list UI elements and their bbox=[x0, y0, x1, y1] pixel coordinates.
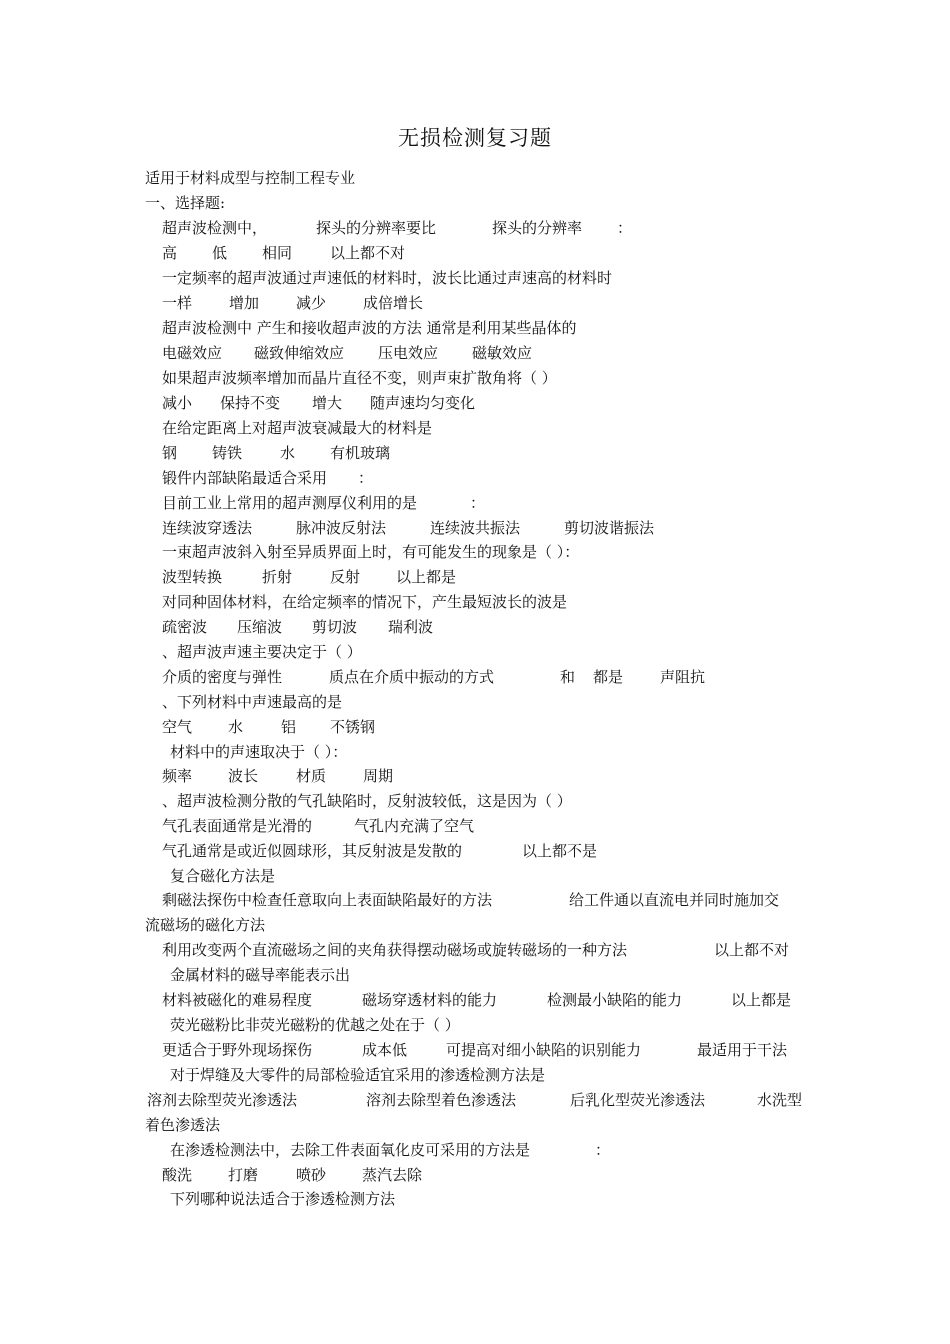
option-text: 频率 bbox=[162, 767, 193, 785]
option-text: 磁致伸缩效应 bbox=[254, 344, 345, 362]
option-text: 目前工业上常用的超声测厚仪利用的是 bbox=[162, 494, 418, 512]
option-text: 溶剂去除型荧光渗透法 bbox=[147, 1091, 298, 1109]
option-text: 后乳化型荧光渗透法 bbox=[570, 1091, 706, 1109]
option-text: 探头的分辨率 bbox=[492, 219, 583, 237]
option-text: ： bbox=[358, 469, 374, 487]
option-text: 材质 bbox=[296, 767, 327, 785]
option-text: 以上都不对 bbox=[714, 941, 790, 959]
option-text: 检测最小缺陷的能力 bbox=[547, 991, 683, 1009]
question-text: 对同种固体材料，在给定频率的情况下，产生最短波长的波是 bbox=[162, 593, 568, 611]
question-text: 材料中的声速取决于（ ）： bbox=[170, 743, 348, 761]
option-text: 以上都是 bbox=[396, 568, 457, 586]
option-text: 电磁效应 bbox=[162, 344, 223, 362]
question-text: 荧光磁粉比非荧光磁粉的优越之处在于（ ） bbox=[170, 1016, 460, 1034]
question-text: 着色渗透法 bbox=[145, 1116, 221, 1134]
option-text: 都是 bbox=[593, 668, 624, 686]
option-text: 有机玻璃 bbox=[330, 444, 391, 462]
option-text: 波型转换 bbox=[162, 568, 223, 586]
option-text: 减少 bbox=[296, 294, 327, 312]
option-text: 连续波穿透法 bbox=[162, 519, 253, 537]
option-text: 空气 bbox=[162, 718, 193, 736]
option-text: 材料被磁化的难易程度 bbox=[162, 991, 313, 1009]
option-text: 低 bbox=[212, 244, 228, 262]
option-text: 打磨 bbox=[228, 1166, 259, 1184]
question-text: 一束超声波斜入射至异质界面上时，有可能发生的现象是（ ）： bbox=[162, 543, 580, 561]
option-text: 反射 bbox=[330, 568, 361, 586]
option-text: 波长 bbox=[228, 767, 259, 785]
option-text: ： bbox=[617, 219, 633, 237]
option-text: 疏密波 bbox=[162, 618, 208, 636]
option-text: 气孔通常是或近似圆球形，其反射波是发散的 bbox=[162, 842, 463, 860]
option-text: 磁场穿透材料的能力 bbox=[362, 991, 498, 1009]
option-text: 喷砂 bbox=[296, 1166, 327, 1184]
option-text: 一样 bbox=[162, 294, 193, 312]
option-text: 最适用于干法 bbox=[697, 1041, 788, 1059]
option-text: 以上都不对 bbox=[330, 244, 406, 262]
question-text: 对于焊缝及大零件的局部检验适宜采用的渗透检测方法是 bbox=[170, 1066, 546, 1084]
question-text: 如果超声波频率增加而晶片直径不变，则声束扩散角将（ ） bbox=[162, 369, 557, 387]
option-text: 气孔内充满了空气 bbox=[354, 817, 475, 835]
option-text: 气孔表面通常是光滑的 bbox=[162, 817, 313, 835]
question-text: 复合磁化方法是 bbox=[170, 867, 276, 885]
question-text: 、超声波检测分散的气孔缺陷时，反射波较低，这是因为（ ） bbox=[162, 792, 572, 810]
option-text: 给工件通以直流电并同时施加交 bbox=[569, 891, 780, 909]
question-text: 、超声波声速主要决定于（ ） bbox=[162, 643, 362, 661]
option-text: 以上都是 bbox=[731, 991, 792, 1009]
page-title: 无损检测复习题 bbox=[398, 126, 552, 150]
option-text: 声阻抗 bbox=[660, 668, 706, 686]
option-text: ： bbox=[470, 494, 486, 512]
option-text: 水洗型 bbox=[757, 1091, 803, 1109]
option-text: 连续波共振法 bbox=[430, 519, 521, 537]
section-heading: 一、选择题: bbox=[145, 194, 226, 212]
option-text: 和 bbox=[560, 668, 576, 686]
option-text: 酸洗 bbox=[162, 1166, 193, 1184]
option-text: 增加 bbox=[229, 294, 260, 312]
option-text: 在渗透检测法中，去除工件表面氧化皮可采用的方法是 bbox=[170, 1141, 531, 1159]
option-text: 钢 bbox=[162, 444, 178, 462]
option-text: 剩磁法探伤中检查任意取向上表面缺陷最好的方法 bbox=[162, 891, 493, 909]
option-text: 压缩波 bbox=[237, 618, 283, 636]
option-text: 相同 bbox=[262, 244, 293, 262]
option-text: 质点在介质中振动的方式 bbox=[329, 668, 495, 686]
option-text: 超声波检测中， bbox=[162, 219, 268, 237]
question-text: 下列哪种说法适合于渗透检测方法 bbox=[170, 1190, 396, 1208]
option-text: 不锈钢 bbox=[330, 718, 376, 736]
option-text: 保持不变 bbox=[220, 394, 281, 412]
option-text: 溶剂去除型着色渗透法 bbox=[366, 1091, 517, 1109]
option-text: 瑞利波 bbox=[388, 618, 434, 636]
option-text: 剪切波 bbox=[312, 618, 358, 636]
option-text: 成倍增长 bbox=[363, 294, 424, 312]
option-text: ： bbox=[595, 1141, 611, 1159]
option-text: 可提高对细小缺陷的识别能力 bbox=[446, 1041, 642, 1059]
option-text: 磁敏效应 bbox=[472, 344, 533, 362]
option-text: 探头的分辨率要比 bbox=[316, 219, 437, 237]
option-text: 压电效应 bbox=[378, 344, 439, 362]
option-text: 水 bbox=[228, 718, 244, 736]
question-text: 超声波检测中 产生和接收超声波的方法 通常是利用某些晶体的 bbox=[162, 319, 577, 337]
option-text: 折射 bbox=[262, 568, 293, 586]
option-text: 增大 bbox=[312, 394, 343, 412]
option-text: 锻件内部缺陷最适合采用 bbox=[162, 469, 328, 487]
option-text: 随声速均匀变化 bbox=[370, 394, 476, 412]
question-text: 、下列材料中声速最高的是 bbox=[162, 693, 343, 711]
option-text: 更适合于野外现场探伤 bbox=[162, 1041, 313, 1059]
option-text: 剪切波谐振法 bbox=[564, 519, 655, 537]
question-text: 流磁场的磁化方法 bbox=[145, 916, 266, 934]
option-text: 铝 bbox=[281, 718, 297, 736]
option-text: 铸铁 bbox=[212, 444, 243, 462]
option-text: 高 bbox=[162, 244, 178, 262]
option-text: 蒸汽去除 bbox=[362, 1166, 423, 1184]
question-text: 一定频率的超声波通过声速低的材料时，波长比通过声速高的材料时 bbox=[162, 269, 613, 287]
option-text: 成本低 bbox=[362, 1041, 408, 1059]
question-text: 在给定距离上对超声波衰减最大的材料是 bbox=[162, 419, 433, 437]
subtitle: 适用于材料成型与控制工程专业 bbox=[145, 169, 356, 187]
option-text: 减小 bbox=[162, 394, 193, 412]
option-text: 介质的密度与弹性 bbox=[162, 668, 283, 686]
option-text: 水 bbox=[280, 444, 296, 462]
option-text: 周期 bbox=[363, 767, 394, 785]
option-text: 利用改变两个直流磁场之间的夹角获得摆动磁场或旋转磁场的一种方法 bbox=[162, 941, 628, 959]
option-text: 以上都不是 bbox=[522, 842, 598, 860]
option-text: 脉冲波反射法 bbox=[296, 519, 387, 537]
question-text: 金属材料的磁导率能表示出 bbox=[170, 966, 351, 984]
